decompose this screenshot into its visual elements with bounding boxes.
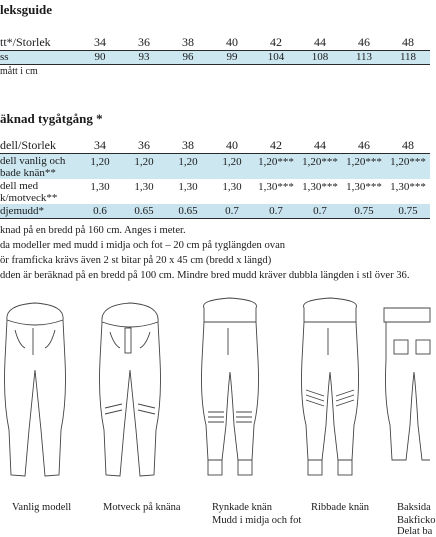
table-cell: 1,20 [178,156,198,168]
pants-back-figure [384,308,430,460]
size-guide-header-label: tt*/Storlek [0,35,51,49]
table-cell: 1,30 [134,181,154,193]
caption-knee-darts: Motveck på knäna [103,502,181,513]
caption-back-2: Bakficko [397,515,436,526]
table-cell: 0.75 [354,205,374,217]
caption-gathered: Rynkade knän [212,502,272,513]
size-38: 38 [182,35,194,49]
table-cell: 1,20 [90,156,110,168]
table-cell: 1,30 [90,181,110,193]
note-4: dden är beräknad på en bredd på 100 cm. Mindre bred mudd kräver dubbla längden i stl över 36. [0,270,410,281]
caption-ribbed: Ribbade knän [311,502,370,513]
pants-ribbed-knees-figure [302,298,359,475]
size-guide-row [0,51,430,65]
pants-knee-darts-figure [100,303,161,476]
table-cell: 96 [182,51,194,64]
size-44: 44 [314,35,326,49]
caption-regular: Vanlig modell [12,502,72,513]
row-label-line-2: k/motveck** [0,192,58,204]
caption-back: Baksida [397,502,431,513]
pants-regular-figure [5,303,66,476]
fabric-title: äknad tygåtgång * [0,111,103,126]
table-cell: 1,30*** [302,181,338,193]
row-label-line-2: bade knän** [0,167,56,179]
table-cell: 1,20*** [390,156,426,168]
table-cell: 99 [226,51,238,64]
size-48: 48 [402,35,414,49]
size-46: 46 [358,138,370,152]
size-34: 34 [94,138,106,152]
size-38: 38 [182,138,194,152]
table-cell: 104 [267,51,285,64]
divider [0,64,430,65]
fabric-header-label: dell/Storlek [0,138,56,152]
table-cell: 93 [138,51,150,64]
table-cell: 1,20*** [258,156,294,168]
table-cell: 1,30*** [390,181,426,193]
table-cell: 0.65 [178,205,198,217]
table-row-label [0,180,57,204]
table-cell: 1,30 [178,181,198,193]
table-cell: 113 [355,51,373,64]
size-34: 34 [94,35,106,49]
table-cell: 1,20*** [302,156,338,168]
caption-back-3: Delat ba [397,526,433,537]
divider [0,218,430,219]
table-cell: 118 [399,51,417,64]
table-cell: 1,30*** [258,181,294,193]
fabric-header-row [0,134,430,154]
size-48: 48 [402,138,414,152]
size-40: 40 [226,138,238,152]
table-cell: 0.7 [225,205,239,217]
row-label-line-1: dell vanlig och [0,155,66,167]
table-cell: 0.7 [269,205,283,217]
size-guide-title: leksguide [0,2,53,17]
size-42: 42 [270,138,282,152]
note-2: da modeller med mudd i midja och fot – 20 cm på tyglängden ovan [0,240,286,251]
size-guide-footnote: mått i cm [0,66,38,77]
size-46: 46 [358,35,370,49]
table-row-label: djemudd* [0,205,44,217]
note-3: ör framficka krävs även 2 st bitar på 20 x 45 cm (bredd x längd) [0,255,272,266]
table-cell: 0.6 [93,205,107,217]
table-cell: 1,30 [222,181,242,193]
table-cell: 1,20*** [346,156,382,168]
table-cell: 1,20 [222,156,242,168]
table-cell: 0.75 [398,205,418,217]
caption-gathered-2: Mudd i midja och fot [212,515,302,526]
row-label: ss [0,51,9,64]
size-42: 42 [270,35,282,49]
row-label-line-1: dell med [0,180,39,192]
size-guide-table [0,31,430,65]
pants-gathered-knees-figure [202,298,259,475]
table-row-label [0,155,65,179]
size-40: 40 [226,35,238,49]
fabric-table [0,134,430,154]
table-cell: 90 [94,51,106,64]
note-1: knad på en bredd på 160 cm. Anges i meter. [0,225,186,236]
table-cell: 108 [311,51,329,64]
pants-illustrations [0,300,430,495]
size-36: 36 [138,35,150,49]
size-guide-header-row [0,31,430,51]
table-cell: 1,20 [134,156,154,168]
size-36: 36 [138,138,150,152]
size-44: 44 [314,138,326,152]
table-cell: 0.7 [313,205,327,217]
table-cell: 1,30*** [346,181,382,193]
table-cell: 0.65 [134,205,154,217]
